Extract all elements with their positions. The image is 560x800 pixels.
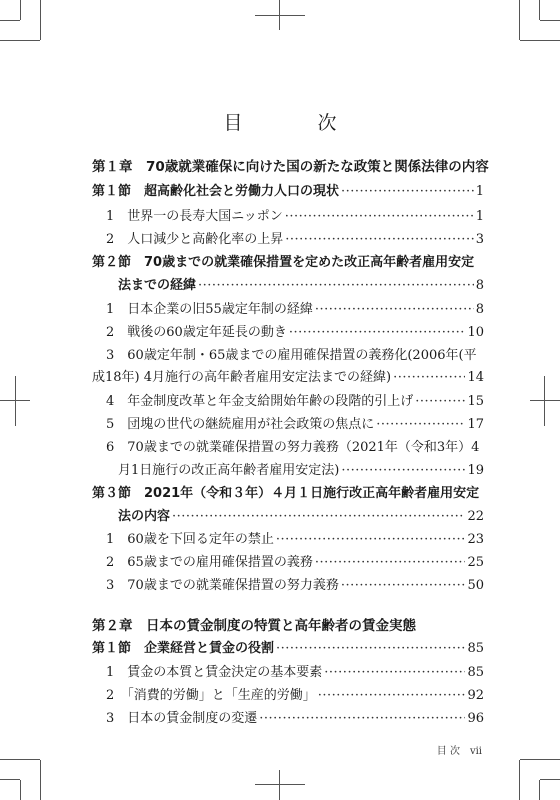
toc-entry[interactable] xyxy=(92,228,484,247)
toc-entry[interactable] xyxy=(92,413,484,432)
leader-dots xyxy=(341,463,465,478)
leader-dots xyxy=(276,532,466,547)
page-number: 8 xyxy=(475,302,484,317)
crop-mark xyxy=(20,780,21,800)
entry-label: 5 団塊の世代の継続雇用が社会政策の焦点に xyxy=(106,417,375,432)
toc-entry-section[interactable] xyxy=(118,274,484,293)
toc-entry[interactable] xyxy=(92,390,484,409)
leader-dots xyxy=(376,417,465,432)
crop-mark xyxy=(520,759,560,760)
leader-dots xyxy=(285,232,473,247)
toc-entry[interactable] xyxy=(118,459,484,478)
toc-entry[interactable] xyxy=(92,321,484,340)
leader-dots xyxy=(393,370,465,385)
page-number: 25 xyxy=(467,555,484,570)
crop-mark xyxy=(20,0,21,20)
page-number: 19 xyxy=(467,463,484,478)
crop-mark xyxy=(539,0,540,20)
page-number: 14 xyxy=(467,370,484,385)
entry-label: 1 賃金の本質と賃金決定の基本要素 xyxy=(106,665,323,680)
entry-label: 第１節 超高齢化社会と労働力人口の現状 xyxy=(92,184,340,199)
page-footer xyxy=(427,742,482,757)
crop-mark-side xyxy=(530,400,560,401)
crop-mark-center xyxy=(255,784,305,785)
page-number: 96 xyxy=(467,711,484,726)
chapter-heading: 第２章 日本の賃金制度の特質と高年齢者の賃金実態 xyxy=(92,618,416,634)
toc-entry[interactable] xyxy=(92,298,484,317)
entry-label: 1 世界一の長寿大国ニッポン xyxy=(106,209,283,224)
page-number: 85 xyxy=(467,641,484,656)
entry-label: 第１節 企業経営と賃金の役割 xyxy=(92,641,275,656)
page-number: 1 xyxy=(475,184,484,199)
toc-entry[interactable] xyxy=(92,528,484,547)
toc-entry-section-line1[interactable]: 第２節 70歳までの就業確保措置を定めた改正高年齢者雇用安定 xyxy=(92,255,475,270)
toc-entry-section-line1[interactable]: 第３節 2021年（令和３年）４月１日施行改正高年齢者雇用安定 xyxy=(92,486,480,501)
footer-page-number: vii xyxy=(469,746,482,757)
entry-label: 3 日本の賃金制度の変遷 xyxy=(106,711,258,726)
leader-dots xyxy=(259,711,465,726)
toc-entry[interactable] xyxy=(92,707,484,726)
toc-entry[interactable] xyxy=(92,551,484,570)
entry-label: 2 65歳までの雇用確保措置の義務 xyxy=(106,555,313,570)
leader-dots xyxy=(198,278,474,293)
page-number: 85 xyxy=(467,665,484,680)
page-number: 17 xyxy=(467,417,484,432)
entry-label: 2 「消費的労働」と「生産的労働」 xyxy=(106,688,316,703)
crop-mark xyxy=(520,40,560,41)
entry-label: 1 日本企業の旧55歳定年制の経緯 xyxy=(106,302,313,317)
leader-dots xyxy=(318,688,466,703)
crop-mark xyxy=(0,779,20,780)
leader-dots xyxy=(341,184,474,199)
crop-mark-side xyxy=(15,376,16,426)
footer-section: 目 次 xyxy=(436,746,460,757)
toc-entry[interactable] xyxy=(92,684,484,703)
crop-mark xyxy=(519,760,520,800)
toc-entry[interactable] xyxy=(92,574,484,593)
entry-label: 4 年金制度改革と年金支給開始年齢の段階的引上げ xyxy=(106,394,414,409)
leader-dots xyxy=(172,509,465,524)
entry-label: 法までの経緯 xyxy=(118,278,197,293)
leader-dots xyxy=(289,325,466,340)
page-number: 15 xyxy=(467,394,484,409)
toc-entry-section[interactable] xyxy=(92,637,484,656)
page-number: 10 xyxy=(467,325,484,340)
page-number: 92 xyxy=(467,688,484,703)
page-number: 23 xyxy=(467,532,484,547)
crop-mark-center xyxy=(279,770,280,800)
crop-mark xyxy=(0,40,40,41)
leader-dots xyxy=(276,641,465,656)
crop-mark xyxy=(0,20,20,21)
crop-mark xyxy=(0,759,40,760)
crop-mark xyxy=(540,20,560,21)
entry-label: 1 60歳を下回る定年の禁止 xyxy=(106,532,274,547)
page-number: 8 xyxy=(475,278,484,293)
toc-entry-section[interactable] xyxy=(92,180,484,199)
entry-label: 2 人口減少と高齢化率の上昇 xyxy=(106,232,284,247)
crop-mark-center xyxy=(255,15,305,16)
crop-mark xyxy=(539,780,540,800)
crop-mark xyxy=(519,0,520,40)
toc-entry-section[interactable] xyxy=(118,505,484,524)
leader-dots xyxy=(315,302,474,317)
page-title: 目 次 xyxy=(223,112,365,134)
leader-dots xyxy=(415,394,465,409)
chapter-heading: 第１章 70歳就業確保に向けた国の新たな政策と関係法律の内容 xyxy=(92,159,489,175)
toc-entry-line1[interactable]: 6 70歳までの就業確保措置の努力義務（2021年（令和3年）4 xyxy=(106,440,480,455)
crop-mark xyxy=(40,0,41,40)
page-number: 1 xyxy=(475,209,484,224)
leader-dots xyxy=(285,209,474,224)
leader-dots xyxy=(324,665,465,680)
page-number: 3 xyxy=(475,232,484,247)
leader-dots xyxy=(341,578,466,593)
toc-entry-line1[interactable]: 3 60歳定年制・65歳までの雇用確保措置の義務化(2006年(平 xyxy=(106,348,477,363)
crop-mark xyxy=(40,760,41,800)
entry-label: 2 戦後の60歳定年延長の動き xyxy=(106,325,287,340)
page-number: 22 xyxy=(467,509,484,524)
toc-entry[interactable] xyxy=(92,661,484,680)
toc-entry[interactable] xyxy=(92,205,484,224)
entry-label: 3 70歳までの就業確保措置の努力義務 xyxy=(106,578,339,593)
toc-entry[interactable] xyxy=(92,366,484,385)
crop-mark xyxy=(540,779,560,780)
leader-dots xyxy=(315,555,466,570)
entry-label: 法の内容 xyxy=(118,509,171,524)
crop-mark-side xyxy=(544,376,545,426)
page-number: 50 xyxy=(467,578,484,593)
entry-label: 成18年) 4月施行の高年齢者雇用安定法までの経緯) xyxy=(92,370,392,385)
entry-label: 月1日施行の改正高年齢者雇用安定法) xyxy=(118,463,340,478)
